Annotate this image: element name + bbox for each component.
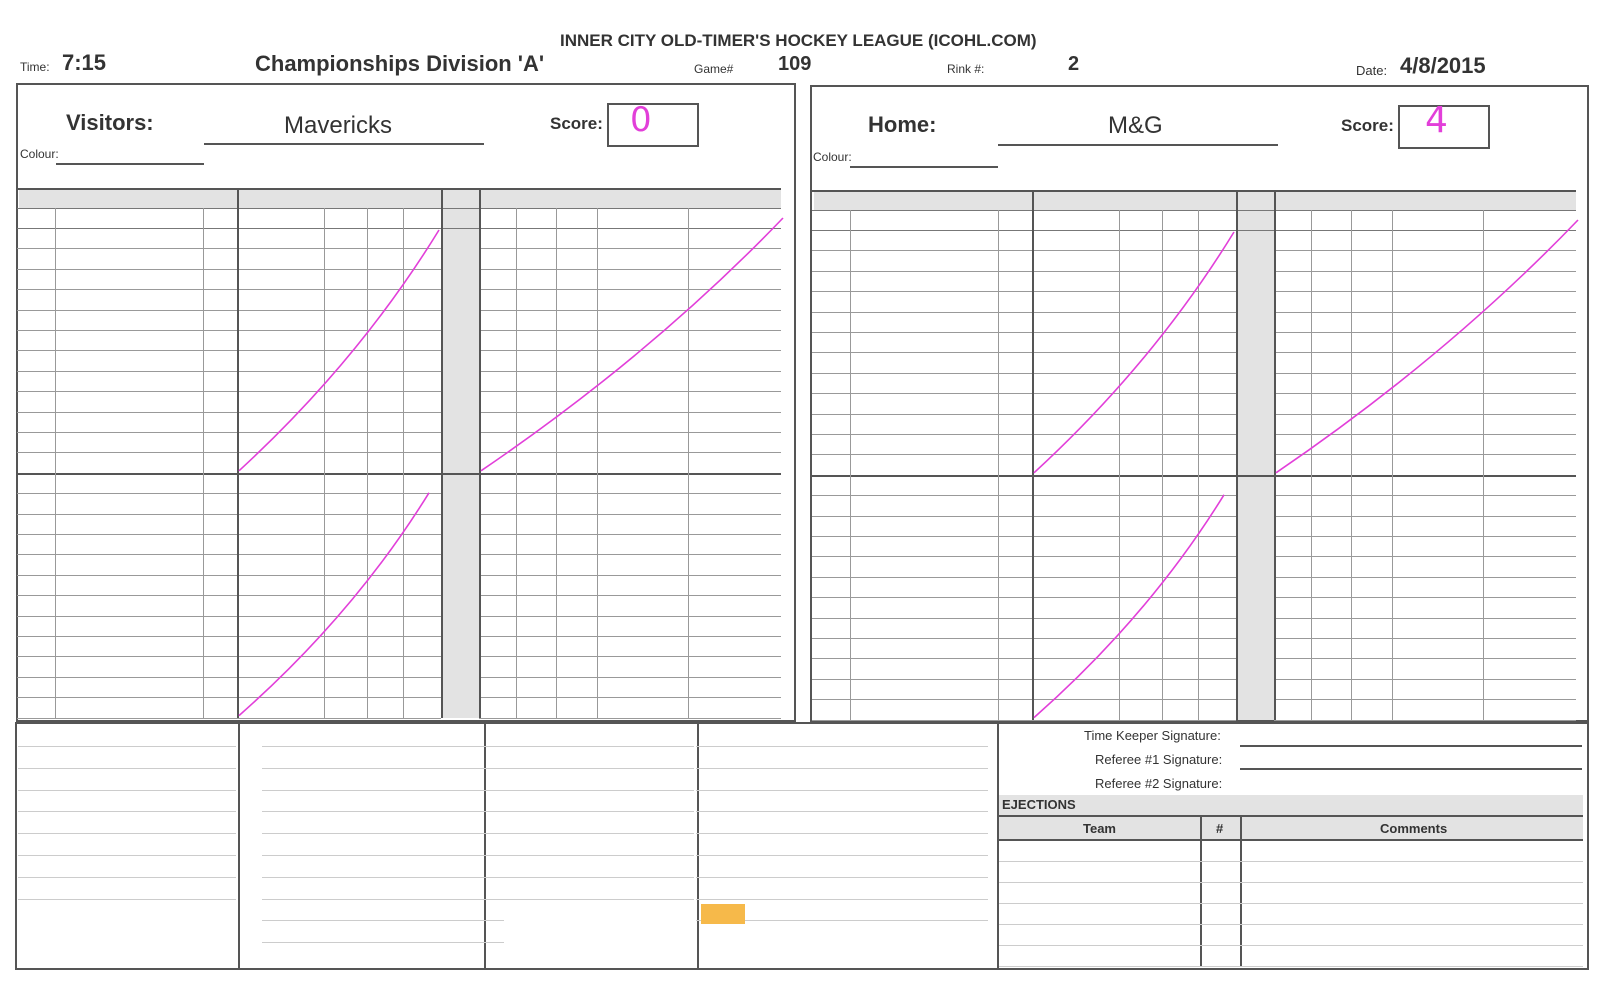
legend-row-line: [262, 855, 504, 856]
visitors-row-line-pen: [479, 514, 781, 515]
visitors-row-line-pen: [479, 310, 781, 311]
home-row-line-pen: [1274, 454, 1576, 455]
home-row-line-pen: [1274, 271, 1576, 272]
legend-row-line: [262, 811, 504, 812]
ejections-col-2: [1240, 817, 1242, 966]
home-row-line-pen: [1274, 699, 1576, 700]
home-row-line: [812, 414, 1236, 415]
legend-row-line: [696, 746, 988, 747]
visitors-row-line: [17, 514, 441, 515]
legend-row-line: [262, 877, 504, 878]
home-row-line: [812, 434, 1236, 435]
visitors-row-line-pen: [479, 493, 781, 494]
visitors-row-line: [17, 452, 441, 453]
legend-row-line: [18, 855, 236, 856]
ejections-row-line: [999, 945, 1583, 946]
home-col-line: [1351, 210, 1352, 720]
home-colour-underline: [850, 166, 998, 168]
visitors-row-line: [17, 697, 441, 698]
home-row-line: [812, 536, 1236, 537]
rink-label: Rink #:: [947, 62, 985, 76]
visitors-score: 0: [630, 100, 652, 140]
visitors-row-line-pen: [479, 554, 781, 555]
visitors-line-hdr: [17, 208, 781, 209]
ejections-num-header: #: [1216, 821, 1224, 836]
visitors-col-line: [403, 208, 404, 718]
home-row-line: [812, 720, 1236, 721]
visitors-row-line: [17, 432, 441, 433]
home-row-line-pen: [1274, 597, 1576, 598]
ejections-header-top: [999, 815, 1583, 817]
visitors-col-line: [203, 208, 204, 718]
home-col-line: [850, 210, 851, 720]
ejections-row-line: [999, 861, 1583, 862]
visitors-col-line: [597, 208, 598, 718]
home-row-line-pen: [1274, 556, 1576, 557]
legend-row-line: [18, 790, 236, 791]
home-row-line: [812, 638, 1236, 639]
home-col-line: [1392, 210, 1393, 720]
visitors-score-box: [607, 103, 699, 147]
game-value: 109: [778, 53, 812, 75]
visitors-col-line: [55, 208, 56, 718]
home-team-underline: [998, 144, 1278, 146]
legend-row-line: [262, 942, 504, 943]
home-row-line: [812, 250, 1236, 251]
visitors-group-line: [441, 188, 443, 718]
home-group-line: [1236, 190, 1238, 720]
date-value: 4/8/2015: [1400, 53, 1486, 78]
visitors-row-line: [17, 391, 441, 392]
visitors-row-line: [17, 595, 441, 596]
visitors-header-shade: [19, 188, 781, 208]
home-row-line-pen: [1274, 495, 1576, 496]
home-row-line-pen: [1274, 332, 1576, 333]
legend-row-line: [696, 833, 988, 834]
visitors-row-line: [17, 330, 441, 331]
legend-row-line: [262, 920, 504, 921]
legend-row-line: [18, 899, 236, 900]
home-row-line: [812, 332, 1236, 333]
home-row-line-pen: [1274, 373, 1576, 374]
ejections-row-line: [999, 903, 1583, 904]
visitors-group-line: [237, 188, 239, 718]
home-header-shade: [814, 190, 1576, 210]
ejections-title-bar: [999, 795, 1583, 815]
home-row-line: [812, 597, 1236, 598]
home-row-line: [812, 699, 1236, 700]
home-row-line-pen: [1274, 250, 1576, 251]
home-col-line: [1483, 210, 1484, 720]
ejections-team-header: Team: [1083, 821, 1116, 836]
home-row-line: [812, 271, 1236, 272]
visitors-row-line: [17, 534, 441, 535]
legend-divider-2: [484, 724, 486, 968]
home-col-line: [1119, 210, 1120, 720]
home-group-line: [1032, 190, 1034, 720]
legend-row-line: [486, 746, 694, 747]
legend-row-line: [696, 877, 988, 878]
home-row-line-pen: [1274, 434, 1576, 435]
visitors-row-line: [17, 350, 441, 351]
date-label: Date:: [1356, 63, 1388, 78]
home-score: 4: [1425, 100, 1448, 141]
visitors-prd-shade: [441, 188, 479, 718]
visitors-row-line-pen: [479, 432, 781, 433]
home-row-line-pen: [1274, 352, 1576, 353]
legend-row-line: [486, 899, 694, 900]
home-row-line: [812, 516, 1236, 517]
home-row-line-pen: [1274, 516, 1576, 517]
legend-row-line: [262, 768, 504, 769]
visitors-row-line: [17, 656, 441, 657]
visitors-row-line-pen: [479, 616, 781, 617]
home-group-line: [1274, 190, 1276, 720]
home-colour-label: Colour:: [813, 150, 852, 164]
time-keeper-signature-label: Time Keeper Signature:: [1084, 728, 1221, 743]
ejections-row-line: [999, 882, 1583, 883]
visitors-col-line: [556, 208, 557, 718]
home-row-line: [812, 352, 1236, 353]
legend-row-line: [696, 790, 988, 791]
visitors-row-line: [17, 554, 441, 555]
visitors-col-line: [324, 208, 325, 718]
legend-row-line: [486, 768, 694, 769]
visitors-row-line-pen: [479, 534, 781, 535]
home-panel: [810, 85, 1589, 722]
ejections-comments-header: Comments: [1380, 821, 1448, 836]
legend-row-line: [262, 899, 504, 900]
legend-row-line: [18, 833, 236, 834]
legend-row-line: [486, 855, 694, 856]
visitors-colour-underline: [56, 163, 204, 165]
division-title: Championships Division 'A': [255, 51, 545, 76]
visitors-row-line: [17, 412, 441, 413]
visitors-row-line: [17, 269, 441, 270]
legend-row-line: [486, 877, 694, 878]
home-row-line: [812, 291, 1236, 292]
home-row-line-pen: [1274, 312, 1576, 313]
home-col-line: [998, 210, 999, 720]
home-row-line: [812, 393, 1236, 394]
home-row-line: [812, 312, 1236, 313]
home-row-line: [812, 373, 1236, 374]
home-row-line-pen: [1274, 536, 1576, 537]
visitors-line-body: [17, 228, 781, 229]
legend-divider-3: [697, 724, 699, 968]
legend-row-line: [18, 877, 236, 878]
home-line-hdr: [812, 210, 1576, 211]
legend-row-line: [486, 790, 694, 791]
home-line-top: [812, 190, 1576, 192]
legend-row-line: [18, 768, 236, 769]
visitors-row-line-pen: [479, 718, 781, 719]
visitors-row-line: [17, 575, 441, 576]
home-line-body: [812, 230, 1576, 231]
ejections-col-1: [1200, 817, 1202, 966]
home-row-line: [812, 618, 1236, 619]
home-row-line: [812, 577, 1236, 578]
home-row-line-pen: [1274, 618, 1576, 619]
visitors-row-line: [17, 289, 441, 290]
legend-row-line: [262, 746, 504, 747]
legend-row-line: [262, 790, 504, 791]
visitors-row-line-pen: [479, 289, 781, 290]
home-row-line: [812, 495, 1236, 496]
visitors-row-line-pen: [479, 452, 781, 453]
visitors-row-line: [17, 677, 441, 678]
visitors-col-line: [367, 208, 368, 718]
home-score-label: Score:: [1341, 116, 1394, 135]
home-row-line-pen: [1274, 658, 1576, 659]
home-row-line: [812, 658, 1236, 659]
visitors-row-line-pen: [479, 248, 781, 249]
visitors-label: Visitors:: [66, 110, 154, 135]
visitors-row-line-pen: [479, 636, 781, 637]
ejections-title: EJECTIONS: [1002, 797, 1076, 812]
visitors-row-line: [17, 248, 441, 249]
referee2-signature-label: Referee #2 Signature:: [1095, 776, 1223, 791]
ejections-row-line: [999, 924, 1583, 925]
legend-row-line: [18, 746, 236, 747]
home-row-line-pen: [1274, 414, 1576, 415]
home-row-line-pen: [1274, 679, 1576, 680]
referee1-signature-line[interactable]: [1240, 768, 1582, 770]
visitors-row-line-pen: [479, 656, 781, 657]
referee1-signature-label: Referee #1 Signature:: [1095, 752, 1223, 767]
visitors-group-line: [479, 188, 481, 718]
legend-row-line: [696, 768, 988, 769]
rink-value: 2: [1068, 53, 1080, 75]
visitors-row-line-pen: [479, 595, 781, 596]
visitors-row-line-pen: [479, 269, 781, 270]
visitors-row-line: [17, 310, 441, 311]
home-team: M&G: [1108, 112, 1163, 139]
legend-row-line: [262, 833, 504, 834]
home-prd-shade: [1236, 190, 1274, 720]
visitors-row-line-pen: [479, 412, 781, 413]
legend-row-line: [696, 811, 988, 812]
home-col-line: [1311, 210, 1312, 720]
home-col-line: [1162, 210, 1163, 720]
visitors-col-line: [516, 208, 517, 718]
visitors-panel: [16, 83, 796, 722]
legend-row-line: [486, 811, 694, 812]
time-label: Time:: [20, 60, 50, 74]
visitors-row-line-pen: [479, 330, 781, 331]
visitors-period-split: [17, 473, 781, 475]
legend-row-line: [696, 855, 988, 856]
home-row-line: [812, 556, 1236, 557]
home-row-line-pen: [1274, 720, 1576, 721]
visitors-team: Mavericks: [284, 112, 393, 139]
visitors-team-underline: [204, 143, 484, 145]
legend-panel: [15, 722, 1589, 970]
home-row-line-pen: [1274, 638, 1576, 639]
home-row-line: [812, 454, 1236, 455]
home-row-line-pen: [1274, 577, 1576, 578]
visitors-row-line: [17, 636, 441, 637]
legend-divider-4: [997, 724, 999, 968]
serving-suspension-swatch: [701, 904, 745, 924]
visitors-row-line: [17, 718, 441, 719]
home-row-line-pen: [1274, 291, 1576, 292]
league-title: INNER CITY OLD-TIMER'S HOCKEY LEAGUE (ICOHL.COM): [560, 31, 1037, 50]
visitors-row-line-pen: [479, 371, 781, 372]
visitors-score-label: Score:: [550, 114, 603, 133]
legend-row-line: [18, 811, 236, 812]
legend-divider-1: [238, 724, 240, 968]
home-row-line: [812, 679, 1236, 680]
visitors-row-line-pen: [479, 391, 781, 392]
visitors-col-line: [688, 208, 689, 718]
home-period-split: [812, 475, 1576, 477]
visitors-row-line: [17, 616, 441, 617]
visitors-row-line-pen: [479, 677, 781, 678]
visitors-line-top: [17, 188, 781, 190]
legend-row-line: [486, 833, 694, 834]
home-col-line: [1198, 210, 1199, 720]
visitors-colour-label: Colour:: [20, 147, 59, 161]
visitors-row-line: [17, 371, 441, 372]
ejections-header-bottom: [999, 839, 1583, 841]
visitors-row-line: [17, 493, 441, 494]
ejections-row-line: [999, 966, 1583, 967]
visitors-row-line-pen: [479, 350, 781, 351]
time-keeper-signature-line[interactable]: [1240, 745, 1582, 747]
home-label: Home:: [868, 112, 937, 137]
home-row-line-pen: [1274, 393, 1576, 394]
legend-row-line: [696, 899, 988, 900]
visitors-row-line-pen: [479, 697, 781, 698]
time-value: 7:15: [62, 50, 107, 75]
game-label: Game#: [694, 62, 734, 76]
visitors-row-line-pen: [479, 575, 781, 576]
